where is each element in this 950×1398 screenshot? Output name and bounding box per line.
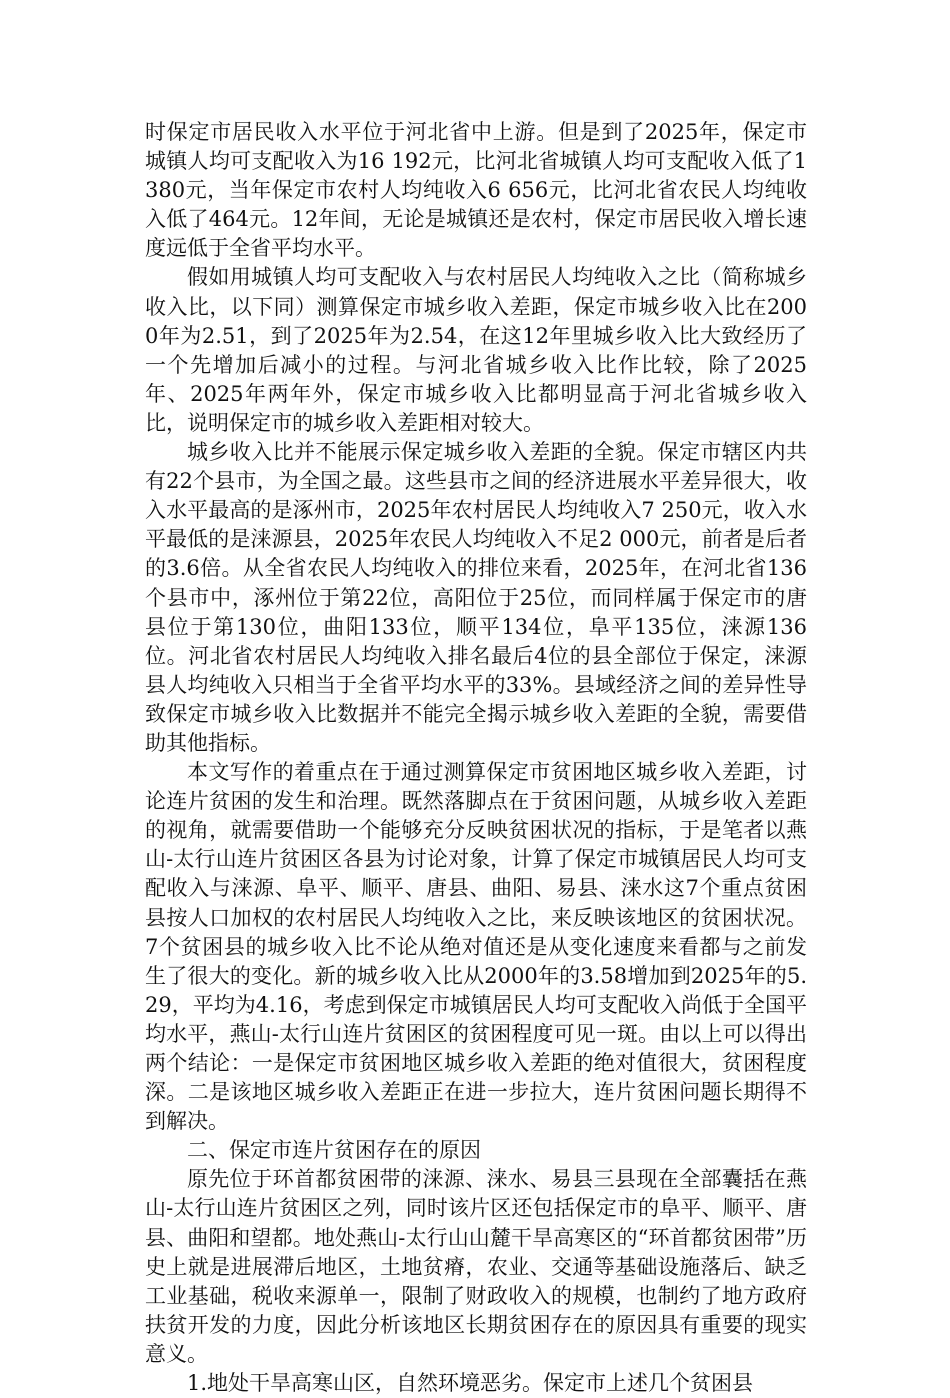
paragraph-poverty-ratio: 本文写作的着重点在于通过测算保定市贫困地区城乡收入差距，讨论连片贫困的发生和治理。既然落脚点在于贫困问题，从城乡收入差距的视角，就需要借助一个能够充分反映贫困状况的指标，于是笔者以燕山-太行山连片贫困区各县为讨论对象，计算了保定市城镇居民人均可支配收入与涞源、阜平、顺平、唐县、曲阳、易县、涞水这7个重点贫困县按人口加权的农村居民人均纯收入之比，来反映该地区的贫困状况。7个贫困县的城乡收入比不论从绝对值还是从变化速度来看都与之前发生了很大的变化。新的城乡收入比从2000年的3.58增加到2025年的5.29，平均为4.16，考虑到保定市城镇居民人均可支配收入尚低于全国平均水平，燕山-太行山连片贫困区的贫困程度可见一斑。由以上可以得出两个结论：一是保定市贫困地区城乡收入差距的绝对值很大，贫困程度深。二是该地区城乡收入差距正在进一步拉大，连片贫困问题长期得不到解决。 — [145, 760, 807, 1134]
document-page — [145, 118, 807, 1398]
section-heading: 二、保定市连片贫困存在的原因 — [187, 1138, 481, 1163]
paragraph-income-level: 时保定市居民收入水平位于河北省中上游。但是到了2025年，保定市城镇人均可支配收入为16 192元，比河北省城镇人均可支配收入低了1 380元，当年保定市农村人均纯收入6 656元，比河北省农民人均纯收入低了464元。12年间，无论是城镇还是农村，保定市居民收入增长速度远低于全省平均水平。 — [145, 120, 807, 261]
paragraph-county-differences: 城乡收入比并不能展示保定城乡收入差距的全貌。保定市辖区内共有22个县市，为全国之最。这些县市之间的经济进展水平差异很大，收入水平最高的是涿州市，2025年农村居民人均纯收入7 250元，收入水平最低的是涞源县，2025年农民人均纯收入不足2 000元，前者是后者的3.6倍。从全省农民人均纯收入的排位来看，2025年，在河北省136个县市中，涿州位于第22位，高阳位于25位，而同样属于保定市的唐县位于第130位，曲阳133位，顺平134位，阜平135位，涞源136位。河北省农村居民人均纯收入排名最后4位的县全部位于保定，涞源县人均纯收入只相当于全省平均水平的33%。县域经济之间的差异性导致保定市城乡收入比数据并不能完全揭示城乡收入差距的全貌，需要借助其他指标。 — [145, 440, 807, 755]
paragraph-poverty-belt: 原先位于环首都贫困带的涞源、涞水、易县三县现在全部囊括在燕山-太行山连片贫困区之列，同时该片区还包括保定市的阜平、顺平、唐县、曲阳和望都。地处燕山-太行山山麓干旱高寒区的“环首都贫困带”历史上就是进展滞后地区，土地贫瘠，农业、交通等基础设施落后、缺乏工业基础，税收来源单一，限制了财政收入的规模，也制约了地方政府扶贫开发的力度，因此分析该地区长期贫困存在的原因具有重要的现实意义。 — [145, 1167, 807, 1366]
paragraph-natural-environment: 1.地处干旱高寒山区，自然环境恶劣。保定市上述几个贫困县 — [187, 1371, 754, 1396]
paragraph-income-ratio: 假如用城镇人均可支配收入与农村居民人均纯收入之比（简称城乡收入比，以下同）测算保定市城乡收入差距，保定市城乡收入比在2000年为2.51，到了2025年为2.54，在这12年里城乡收入比大致经历了一个先增加后减小的过程。与河北省城乡收入比作比较，除了2025年、2025年两年外，保定市城乡收入比都明显高于河北省城乡收入比，说明保定市的城乡收入差距相对较大。 — [145, 265, 807, 435]
